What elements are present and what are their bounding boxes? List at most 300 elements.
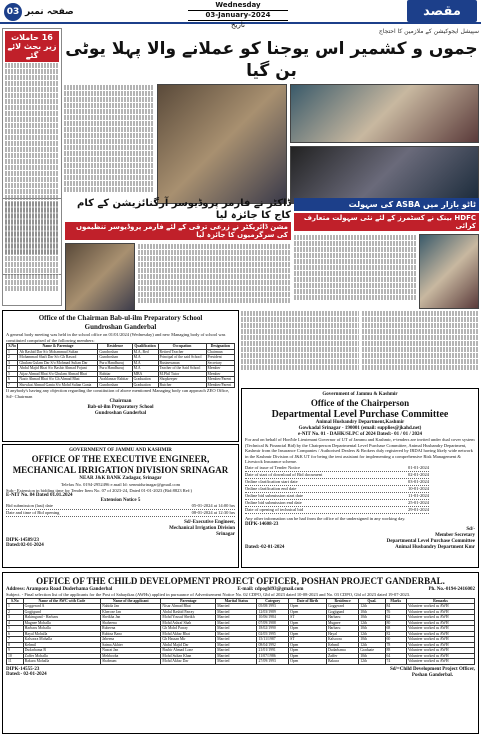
table-cell: 27/09/1993	[257, 659, 289, 665]
news-photo	[290, 84, 479, 143]
table-cell: Member/Parent	[206, 382, 234, 388]
table-cell: Nazir Ahmad Bhat S/o Gh Ahmad Bhat	[18, 377, 98, 383]
table-cell: Mohammad Shafi Dar S/o Gh Rasool	[18, 355, 98, 361]
table-cell: Open	[289, 659, 327, 665]
ah-gov: Government of Jammu & Kashmir	[322, 392, 398, 397]
table-body	[7, 349, 235, 388]
table-header-cell: S.No	[7, 598, 24, 604]
table-cell: ST	[289, 615, 327, 621]
table-cell: Butcher	[158, 382, 206, 388]
table-cell: 80	[385, 620, 406, 626]
table-cell: Bashir Ahmad Lone	[161, 648, 216, 654]
table-cell: 4	[7, 620, 24, 626]
bank-story	[294, 198, 479, 306]
table-cell: Volunteer worked as AWH	[406, 626, 474, 632]
table-cell: Puru Handhuruj	[98, 366, 132, 372]
schedule-value: 11-01-2024	[408, 493, 429, 498]
cdpo-phone: Ph. No.-0194-2416002	[428, 587, 475, 592]
table-cell: Puru Handhuruj	[98, 360, 132, 366]
cdpo-dipk: DIPK-14555-23	[6, 666, 40, 672]
table-header-cell: Category	[257, 598, 289, 604]
school-notice-place: Gundroshan Ganderbal	[84, 323, 157, 331]
table-cell: Hayal Mohalla	[23, 631, 100, 637]
table-cell: 11/07/1986	[257, 653, 289, 659]
schedule-value: 29-01-2024	[408, 507, 429, 512]
table-cell: Open	[289, 631, 327, 637]
table-cell: Married	[216, 637, 257, 643]
table-body	[7, 604, 475, 665]
schedule-value: 25-01-2024	[408, 500, 429, 505]
irrigation-dipk: DIPK-14589/23	[6, 538, 40, 543]
irrigation-phone: Telefax No. 0194-2952496 e.mail Id: xenmidsrinagar@gmail.com	[60, 482, 181, 487]
table-cell: ST	[289, 637, 327, 643]
table-cell: Harbaru	[326, 626, 358, 632]
table-row	[7, 659, 475, 665]
table-cell: 84	[385, 604, 406, 610]
table-cell: Abdul Majid Bhat S/o Bashir Ahmad Fojuni	[18, 366, 98, 372]
table-cell: 05/08/1993	[257, 604, 289, 610]
schedule-value: 08-01-2024 at 12:30 hrs	[191, 510, 235, 515]
table-header-cell: Marital Status	[216, 598, 257, 604]
table-cell: Volunteer worked as AWH	[406, 631, 474, 637]
table-cell: 12th	[359, 642, 385, 648]
table-header-cell: Parentage	[161, 598, 216, 604]
table-cell: 3	[7, 360, 18, 366]
table-cell: Abdul Majid Dar	[161, 642, 216, 648]
bank-story-headline: ٹاٹو بازار میں ASBA کی سہولت	[294, 198, 479, 211]
table-header-cell: Name & Parentage	[18, 344, 98, 350]
table-cell: 6	[7, 631, 24, 637]
news-photo	[419, 234, 479, 309]
table-cell: Nahida Jan	[101, 604, 161, 610]
news-photo	[157, 84, 287, 204]
table-row	[7, 366, 235, 372]
irrigation-dated: Dated:02-01-2024	[6, 543, 44, 548]
issue-day: Wednesday	[215, 1, 261, 9]
irrigation-subject: Sub:- Extension in bidding time for Tender Item No. 07 of 2023-24, Dated 01-01-2023 (Bid:8823 Ref:)	[6, 487, 192, 493]
table-cell: 2	[7, 355, 18, 361]
table-cell: Rubeena	[101, 626, 161, 632]
farmer-story-band: مشن ڈائریکٹر نے زرعی ترقی کے لئے فارمر پروڈیوسر تنظیموں کی سرگرمیوں کا جائزہ لیا	[65, 222, 291, 240]
farmer-story-headline: ڈاکٹر نے فارمر پروڈیوسر آرگنائزیشن کے کام کاج کا جائزہ لیا	[76, 198, 291, 221]
table-cell: Mugnee	[326, 620, 358, 626]
table-cell: 12th	[359, 659, 385, 665]
schedule-row	[245, 486, 429, 493]
table-cell: 4	[7, 366, 18, 372]
table-cell: M.A	[132, 355, 158, 361]
table-cell: Open	[289, 604, 327, 610]
right-mid-grid	[241, 310, 479, 384]
table-cell: Member/Parent	[206, 377, 234, 383]
table-cell: Zaffer	[326, 653, 358, 659]
irrigation-schedule	[6, 503, 235, 517]
schedule-value: 03-01-2024	[408, 479, 429, 484]
table-cell: M.Phil Tutor	[158, 371, 206, 377]
main-headline: جموں و کشمیر اس یوجنا کو عملانے والا پہلا یوٹی بن گیا	[65, 39, 478, 81]
table-cell: 10th	[359, 615, 385, 621]
table-cell: Shopkeeper	[158, 377, 206, 383]
schedule-label: Online clarification end date	[245, 486, 297, 491]
table-cell: Shaheena	[101, 620, 161, 626]
news-photo	[290, 146, 479, 205]
table-cell: 78	[385, 642, 406, 648]
cdpo-email: E-mail: cdpogbl93@gmail.com	[237, 587, 304, 592]
schedule-row	[245, 493, 429, 500]
table-cell: Open	[289, 653, 327, 659]
table-cell: 12/03/1989	[257, 609, 289, 615]
top-strap: سپیشل ایجوکیشن کے ملازمین کا احتجاج	[378, 28, 479, 35]
table-cell: Mehbooba	[101, 653, 161, 659]
schedule-label: Online bid submission end date	[245, 500, 302, 505]
schedule-label: Date of opening of technical bid	[245, 507, 304, 512]
table-cell: 76	[385, 609, 406, 615]
table-cell: 82	[385, 631, 406, 637]
top-story	[64, 28, 479, 204]
table-cell: Harbaru	[326, 615, 358, 621]
table-cell: Volunteer worked as AWH	[406, 637, 474, 643]
ah-address: Gowkadal Srinagar - 190001 (email: supplies@jkahd.net)	[298, 426, 422, 431]
photo-grid	[64, 84, 479, 204]
schedule-value: 02-01-2024	[408, 472, 429, 477]
table-cell: Kalsoora Mohalla	[23, 637, 100, 643]
table-cell: Mohd Akbar Bhat	[161, 631, 216, 637]
table-cell: 6	[7, 377, 18, 383]
table-cell: Open	[289, 620, 327, 626]
table-cell: Secretary	[206, 360, 234, 366]
table-cell: Gogjigund	[326, 609, 358, 615]
table-cell: Member	[206, 366, 234, 372]
table-cell: Hayal	[326, 631, 358, 637]
ah-footer	[245, 545, 475, 551]
school-notice-body: A general body meeting was held in the school office on 01/01/2024 (Wednesday) and new Managing body of school was constituted comprised of the following members:	[6, 332, 226, 343]
table-header-cell: Name of the AWC with Code	[23, 598, 100, 604]
story-text	[362, 310, 480, 384]
table-cell: Mohd Yousuf Sheikh	[161, 615, 216, 621]
table-cell: 8	[7, 642, 24, 648]
schedule-row	[6, 510, 235, 517]
table-cell: Open	[289, 642, 327, 648]
table-cell: 88	[385, 648, 406, 654]
table-cell: 12th	[359, 604, 385, 610]
table-cell: 1	[7, 604, 24, 610]
left-story-headline: 16 حاملات زیر بحث لائے گئے	[5, 31, 59, 62]
school-notice-footer: If anybody's having any objection regarding the constitution of above mentioned Managing body can approach ZEO Office, Sd/- Chairman	[6, 388, 230, 399]
schedule-row	[245, 465, 429, 472]
table-cell: 64	[385, 653, 406, 659]
schedule-label: Date of start of download of Bid document	[245, 472, 323, 477]
table-cell: Goggerard A	[23, 604, 100, 610]
schedule-row	[245, 472, 429, 479]
table-cell: Volunteer worked as AWH	[406, 648, 474, 654]
second-row	[2, 198, 479, 306]
table-cell: Abdul Rashid Parray	[161, 609, 216, 615]
table-header-cell: Qualification	[132, 344, 158, 350]
table-cell: Married	[216, 615, 257, 621]
ah-committee: Departmental Level Purchase Committee	[271, 409, 449, 420]
farmer-story-body	[65, 243, 291, 313]
cdpo-footer	[6, 667, 475, 679]
table-cell: Open	[289, 626, 327, 632]
bank-story-text	[294, 234, 416, 309]
table-cell: 10th	[359, 626, 385, 632]
cdpo-address: Address: Arampora Road Duderhama Ganderbal	[6, 587, 113, 592]
table-cell: Mohd Ashraf Shah	[161, 620, 216, 626]
cdpo-notice	[2, 572, 479, 734]
table-cell: Gundroshan	[98, 355, 132, 361]
irrigation-office: OFFICE OF THE EXECUTIVE ENGINEER,	[31, 454, 210, 464]
table-cell: Aijaz Ahmad Bhat S/o Ghulam Ahmad Bhat	[18, 371, 98, 377]
irrigation-sig-place: Srinagar	[216, 532, 235, 537]
table-cell: Graduation	[132, 382, 158, 388]
table-cell: Nisar Ahmad Bhat	[161, 604, 216, 610]
ah-nit: e-NIT No. 01 - DAHK/SLPC of 2024 Dated:- 01 / 01 / 2024	[298, 432, 422, 437]
table-cell: 7	[7, 637, 24, 643]
table-cell: M.A	[132, 360, 158, 366]
page-label: صفحہ نمبر	[25, 6, 74, 17]
news-photo	[65, 243, 135, 313]
table-cell: Married	[216, 631, 257, 637]
table-cell: 68	[385, 626, 406, 632]
schedule-value: 01-01-2024	[408, 465, 429, 470]
table-cell: Harbaru Mohalla	[23, 626, 100, 632]
table-cell: 3	[7, 615, 24, 621]
table-cell: Rabitar	[98, 371, 132, 377]
ah-dept: Animal Husbandry Department,Kashmir	[315, 420, 405, 425]
schedule-label: Date of issue of Tender Notice	[245, 465, 300, 470]
animal-husbandry-notice	[241, 388, 479, 568]
table-header-cell: Marks	[385, 598, 406, 604]
signatory-place: Gundroshan Ganderbal	[94, 411, 147, 416]
date-box	[188, 1, 288, 29]
table-cell: Gundroshan	[98, 349, 132, 355]
table-cell: 10th	[359, 637, 385, 643]
table-cell: 21/01/1991	[257, 648, 289, 654]
cdpo-subject: Subject. - Final selection list of the applicants for the Post of Sahayikas (AWHs) applied in pursuance of Advertisement Notice No. 02 CDPO, Gbl of 2023 dated 10-08-2023 and No. 03 CDPO, Gbl of 2023 dated 19-07-2023.	[6, 592, 411, 597]
schedule-row	[245, 500, 429, 507]
irrigation-address: NEAR J&K BANK Zadagar, Srinagar	[79, 476, 162, 481]
table-cell: 2	[7, 609, 24, 615]
table-header-cell: Remarks	[406, 598, 474, 604]
table-cell: Sheikha Jan	[101, 615, 161, 621]
table-cell: 10	[7, 653, 24, 659]
table-cell: Gogjigund	[23, 609, 100, 615]
signatory-title: Chairman	[109, 399, 132, 404]
table-cell: 02/05/1995	[257, 631, 289, 637]
cdpo-office: OFFICE OF THE CHILD DEVELOPMENT PROJECT OFFICER, POSHAN PROJECT GANDERBAL.	[36, 576, 445, 586]
photo-stack	[290, 84, 479, 204]
irrigation-notice	[2, 444, 239, 568]
table-cell: Married	[216, 604, 257, 610]
table-cell: Gh Mohd Parray	[161, 626, 216, 632]
school-notice-office: Office of the Chairman Bab-ul-ilm Preparatory School	[38, 314, 203, 322]
newspaper-logo: مقصد	[407, 0, 477, 22]
table-cell: Retired Teacher	[158, 349, 206, 355]
table-header-cell: Residence	[326, 598, 358, 604]
schedule-value: 10-01-2024	[408, 486, 429, 491]
table-cell: Kehmil	[326, 642, 358, 648]
table-cell: Zaffer Mohalla	[23, 653, 100, 659]
table-cell: Volunteer worked as AWH	[406, 615, 474, 621]
table-cell: Volunteer worked as AWH	[406, 604, 474, 610]
table-cell: Married	[216, 648, 257, 654]
table-cell: Mohd Sultan Khan	[161, 653, 216, 659]
school-members-table	[6, 343, 235, 388]
table-header-cell: Designation	[206, 344, 234, 350]
table-cell: Volunteer worked as AWH	[406, 659, 474, 665]
irrigation-division: MECHANICAL IRRIGATION DIVISION SRINAGAR	[12, 465, 229, 475]
table-cell: M.A, Bed	[132, 349, 158, 355]
table-cell: Bakura Mohalla	[23, 659, 100, 665]
table-cell: Chairman	[206, 349, 234, 355]
right-mid-stories	[241, 310, 479, 384]
table-cell: Married	[216, 626, 257, 632]
ah-sig2: Departmental Level Purchase Committee	[386, 538, 475, 544]
table-cell: Gh Hassan Mir	[161, 637, 216, 643]
table-cell: Open	[289, 648, 327, 654]
ah-sd: Sd/-	[466, 526, 475, 532]
table-cell: President	[206, 355, 234, 361]
table-cell: Principal of the said School	[158, 355, 206, 361]
table-cell: Married	[216, 659, 257, 665]
schedule-row	[245, 479, 429, 486]
table-header-cell: Qual.	[359, 598, 385, 604]
ah-body: For and on behalf of Hon'ble Lieutenant Governor of UT of Jammu and Kashmir, e-tenders are invited under dual cover system (Technical & Financial Bid) by the Chairperson Departmental Level Purchase Committee, Animal Husbandry Department, Kashmir from the Insurance Companies / Authorised Dealers & Brokers duly registered by IRDAI having likely wide network in the Kashmir Division of J&K UT for being the tent assistant for implementing a comprehensive Risk Management & Livestock Insurance scheme.	[245, 437, 475, 463]
table-cell: Mugnee Mohalla	[23, 620, 100, 626]
table-cell: Dudarhama	[326, 648, 358, 654]
table-cell: Kheroze Jan	[101, 609, 161, 615]
table-cell: Ghulam Gulam Dar S/o Mohmad Sultan Dar	[18, 360, 98, 366]
ah-schedule	[245, 465, 429, 514]
signatory-org: Bab-ul-ilm Preparatory School	[87, 405, 154, 410]
masthead	[0, 0, 481, 29]
ah-sig3: Animal Husbandry Department Kmr	[395, 544, 475, 550]
table-cell: Married	[216, 642, 257, 648]
table-cell: 07/09/1988	[257, 620, 289, 626]
schedule-row	[245, 507, 429, 514]
table-cell: Goggerard	[326, 604, 358, 610]
table-cell: Graduate	[359, 648, 385, 654]
ah-dipk: DIPK-14608-23	[245, 521, 279, 527]
top-story-text	[64, 84, 154, 204]
table-cell: Volunteer worked as AWH	[406, 620, 474, 626]
table-cell: Teacher of the Said School	[158, 366, 206, 372]
table-header-cell: Date of Birth	[289, 598, 327, 604]
cdpo-selection-table	[6, 598, 475, 665]
page-number: 03	[4, 3, 22, 21]
irrigation-sd: Sd/-Executive Engineer,	[184, 520, 235, 525]
table-cell: Nusrat Jan	[101, 648, 161, 654]
school-notice	[2, 310, 239, 442]
table-cell: Volunteer worked as AWH	[406, 609, 474, 615]
table-cell: 7	[7, 382, 18, 388]
table-cell: Saima Akhter	[101, 642, 161, 648]
table-cell: Showkat Ahmad Gania S/o Mohd Sultan Gania	[18, 382, 98, 388]
table-cell: 12th	[359, 620, 385, 626]
ah-dated: Dated:-02-01-2024	[245, 544, 285, 550]
farmer-story	[65, 198, 291, 306]
table-cell: M.A	[132, 366, 158, 372]
table-cell: Married	[216, 653, 257, 659]
table-cell: Bakura	[326, 659, 358, 665]
irrigation-gov: GOVERNMENT OF JAMMU AND KASHMIR	[69, 448, 172, 453]
table-cell: Member	[206, 371, 234, 377]
farmer-story-text	[138, 243, 291, 313]
bank-story-body	[294, 234, 479, 309]
table-row	[7, 382, 235, 388]
schedule-value: 05-01-2024 at 14:00 hrs	[191, 503, 235, 508]
irrigation-sig-office: Mechanical Irrigation Division	[169, 526, 235, 531]
table-cell: 74	[385, 659, 406, 665]
table-header-cell: S.No	[8, 344, 17, 348]
page-number-box	[4, 3, 74, 20]
table-cell: Gundroshan	[98, 382, 132, 388]
irrigation-ref: E-NIT No. 84 Dated 01.01.2024	[6, 493, 73, 498]
table-cell: Kehmil	[23, 642, 100, 648]
table-cell: MBA	[132, 371, 158, 377]
table-header-cell: Residence	[98, 344, 132, 350]
table-cell: Graduation	[132, 377, 158, 383]
issue-date: 03-January-2024	[188, 10, 288, 21]
table-cell: 15/11/1987	[257, 637, 289, 643]
table-cell: 10th	[359, 653, 385, 659]
table-cell: Businessman	[158, 360, 206, 366]
table-cell: 1	[7, 349, 18, 355]
table-cell: Married	[216, 609, 257, 615]
table-cell: 60	[385, 637, 406, 643]
table-cell: Hakimgund - Harbaru	[23, 615, 100, 621]
ah-office: Office of the Chairperson	[310, 398, 410, 408]
table-cell: Dudarhama B	[23, 648, 100, 654]
table-cell: Arahlanzar Rabitar	[98, 377, 132, 383]
schedule-label: Date and time of Bid opening	[6, 510, 60, 515]
table-cell: 11	[7, 659, 24, 665]
ah-sig1: Member Secretary	[435, 532, 475, 538]
schedule-label: Bid submission (last) date	[6, 503, 53, 508]
table-cell: Rubina Bano	[101, 631, 161, 637]
cdpo-dated: Dated:- 02-01-2024	[6, 671, 47, 677]
table-cell: Jabeena	[101, 637, 161, 643]
table-cell: Mohd Akbar Dar	[161, 659, 216, 665]
table-cell: 08/04/1992	[257, 642, 289, 648]
irrigation-extension: Extension Notice 5	[100, 498, 141, 503]
short-news-column	[2, 198, 62, 306]
table-cell: 5	[7, 371, 18, 377]
table-cell: 12th	[359, 631, 385, 637]
table-cell: 10th	[359, 609, 385, 615]
table-cell: 5	[7, 626, 24, 632]
table-cell: Volunteer worked as AWH	[406, 653, 474, 659]
table-cell: Volunteer worked as AWH	[406, 642, 474, 648]
table-header-cell: Occupation	[158, 344, 206, 350]
table-cell: 62	[385, 615, 406, 621]
table-cell: Ab Rashid Dar S/o Mohammad Sultan	[18, 349, 98, 355]
cdpo-sig1: Sd/=Child Development Project Officer,	[389, 666, 475, 672]
schedule-label: Online clarification start date	[245, 479, 298, 484]
schedule-label: Online bid submission start date	[245, 493, 303, 498]
cdpo-sig2: Poshan Ganderbal.	[411, 672, 454, 678]
table-header-cell: Name of the applicant	[101, 598, 161, 604]
table-cell: 18/02/1990	[257, 626, 289, 632]
schedule-row	[6, 503, 235, 510]
table-cell: 10/06/1984	[257, 615, 289, 621]
date-label: تاریخ	[231, 21, 245, 29]
story-text	[241, 310, 359, 384]
table-cell: Kalsoora	[326, 637, 358, 643]
table-cell: Shabnum	[101, 659, 161, 665]
table-cell: Open	[289, 609, 327, 615]
ah-note: Any other information can be had from the office of the undersigned in any working day.	[245, 516, 406, 521]
bank-story-band: HDFC بینک نے کسٹمرز کے لئے نئی سہولت متعارف کرائی	[294, 213, 479, 231]
